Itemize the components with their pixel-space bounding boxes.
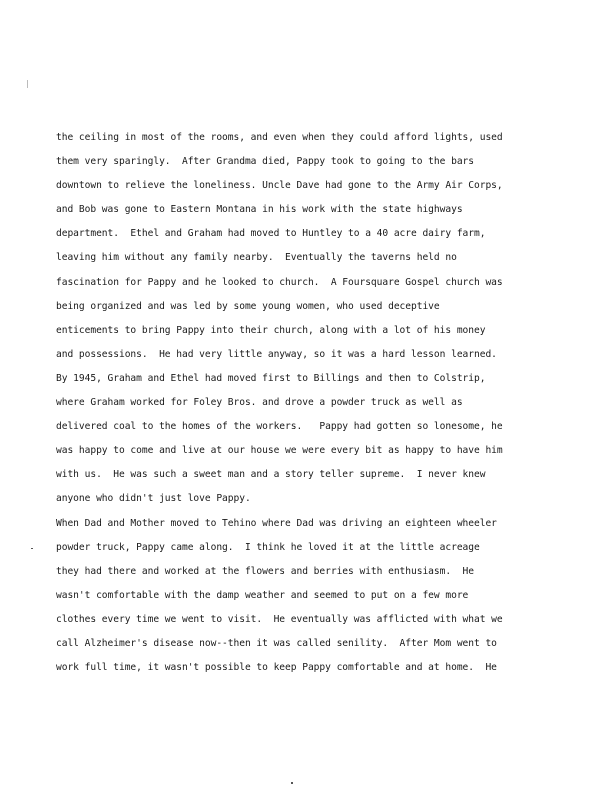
text-line: they had there and worked at the flowers and berries with enthusiasm. He [56,565,474,577]
scan-artifact [31,548,33,549]
scan-artifact [291,782,293,784]
text-line: leaving him without any family nearby. Eventually the taverns held no [56,252,457,264]
text-line: By 1945, Graham and Ethel had moved first to Billings and then to Colstrip, [56,372,486,384]
text-line: department. Ethel and Graham had moved to Huntley to a 40 acre dairy farm, [56,228,486,240]
text-line: work full time, it wasn't possible to keep Pappy comfortable and at home. He [56,662,497,674]
body-text [56,126,526,680]
text-line: and possessions. He had very little anyway, so it was a hard lesson learned. [56,348,497,360]
text-line: with us. He was such a sweet man and a story teller supreme. I never knew [56,469,486,481]
text-line: was happy to come and live at our house we were every bit as happy to have him [56,445,503,457]
text-line: powder truck, Pappy came along. I think he loved it at the little acreage [56,541,480,553]
text-line: anyone who didn't just love Pappy. [56,493,251,505]
text-line: When Dad and Mother moved to Tehino where Dad was driving an eighteen wheeler [56,517,497,529]
text-line: downtown to relieve the loneliness. Uncle Dave had gone to the Army Air Corps, [56,180,503,192]
text-line: delivered coal to the homes of the workers. Pappy had gotten so lonesome, he [56,421,503,433]
text-line: enticements to bring Pappy into their church, along with a lot of his money [56,324,486,336]
text-line: wasn't comfortable with the damp weather and seemed to put on a few more [56,589,469,601]
text-line: clothes every time we went to visit. He eventually was afflicted with what we [56,613,503,625]
text-line: fascination for Pappy and he looked to church. A Foursquare Gospel church was [56,276,503,288]
text-line: the ceiling in most of the rooms, and even when they could afford lights, used [56,132,503,143]
text-line: where Graham worked for Foley Bros. and drove a powder truck as well as [56,397,463,409]
text-line: and Bob was gone to Eastern Montana in his work with the state highways [56,204,463,216]
text-line: call Alzheimer's disease now--then it was called senility. After Mom went to [56,637,497,649]
scan-artifact [27,80,28,88]
text-line: them very sparingly. After Grandma died, Pappy took to going to the bars [56,156,474,168]
text-line: being organized and was led by some young women, who used deceptive [56,300,440,312]
